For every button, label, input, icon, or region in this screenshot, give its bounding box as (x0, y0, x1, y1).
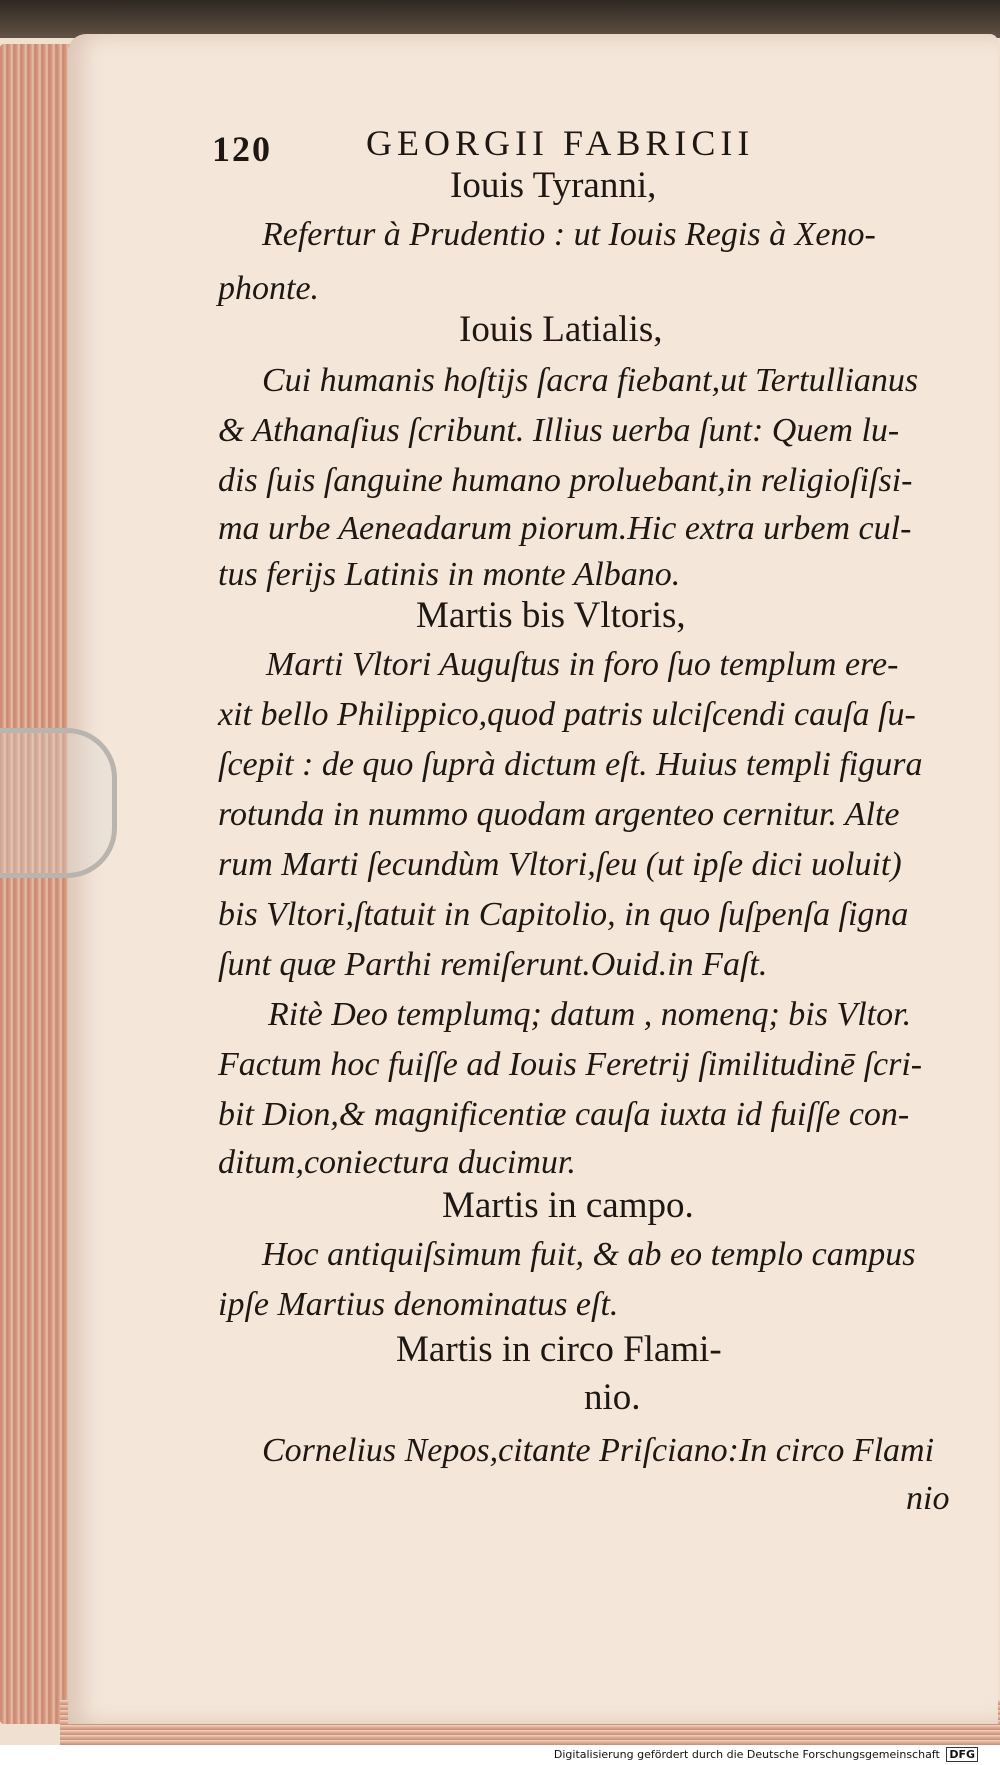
dfg-credit-text: Digitalisierung gefördert durch die Deutsche Forschungsgemeinschaft (553, 1748, 940, 1761)
section-heading-iouis-latialis: Iouis Latialis, (459, 309, 663, 350)
text-line: rotunda in nummo quodam argenteo cernitur. Alte (218, 796, 900, 833)
text-line: Factum hoc fuiſſe ad Iouis Feretrij ſimilitudinē ſcri- (218, 1046, 923, 1083)
text-line: ditum,coniectura ducimur. (218, 1144, 576, 1181)
verse-quotation: Ritè Deo templumq; datum , nomenq; bis Vltor. (268, 996, 912, 1033)
bookmark-clip (0, 728, 117, 878)
text-line: ſcepit : de quo ſuprà dictum eſt. Huius templi figura (218, 746, 923, 783)
text-line: Refertur à Prudentio : ut Iouis Regis à Xeno- (262, 216, 876, 253)
text-line: phonte. (218, 270, 320, 307)
text-line: xit bello Philippico,quod patris ulciſcendi cauſa ſu- (218, 696, 916, 733)
text-line: & Athanaſius ſcribunt. Illius uerba ſunt: Quem lu- (218, 412, 900, 449)
running-title: GEORGII FABRICII (366, 123, 755, 163)
text-line: Marti Vltori Auguſtus in foro ſuo templum ere- (266, 646, 899, 683)
text-line: dis ſuis ſanguine humano proluebant,in religioſiſsi- (218, 462, 913, 499)
section-heading-martis-in-circo-cont: nio. (584, 1377, 641, 1418)
text-line: bis Vltori,ſtatuit in Capitolio, in quo ſuſpenſa ſigna (218, 896, 909, 933)
text-line: bit Dion,& magnificentiæ cauſa iuxta id fuiſſe con- (218, 1096, 910, 1133)
dfg-logo: DFG (946, 1747, 978, 1762)
text-line: ipſe Martius denominatus eſt. (218, 1286, 619, 1323)
text-line: ma urbe Aeneadarum piorum.Hic extra urbem cul- (218, 510, 912, 547)
catchword: nio (906, 1480, 950, 1517)
page-number: 120 (212, 129, 272, 169)
section-heading-martis-in-campo: Martis in campo. (442, 1185, 694, 1226)
text-line: Hoc antiquiſsimum fuit, & ab eo templo campus (262, 1236, 916, 1273)
text-line: ſunt quæ Parthi remiſerunt.Ouid.in Faſt. (218, 946, 768, 983)
text-line: rum Marti ſecundùm Vltori,ſeu (ut ipſe dici uoluit) (218, 846, 902, 883)
text-line: tus ferijs Latinis in monte Albano. (218, 556, 681, 593)
section-heading-martis-in-circo: Martis in circo Flami- (396, 1329, 722, 1370)
text-line: Cornelius Nepos,citante Priſciano:In circo Flami (262, 1432, 935, 1469)
section-heading-iouis-tyranni: Iouis Tyranni, (450, 165, 657, 206)
section-heading-martis-bis-vltoris: Martis bis Vltoris, (416, 595, 686, 636)
text-line: Cui humanis hoſtijs ſacra fiebant,ut Tertullianus (262, 362, 919, 399)
dfg-credit (554, 1748, 978, 1761)
